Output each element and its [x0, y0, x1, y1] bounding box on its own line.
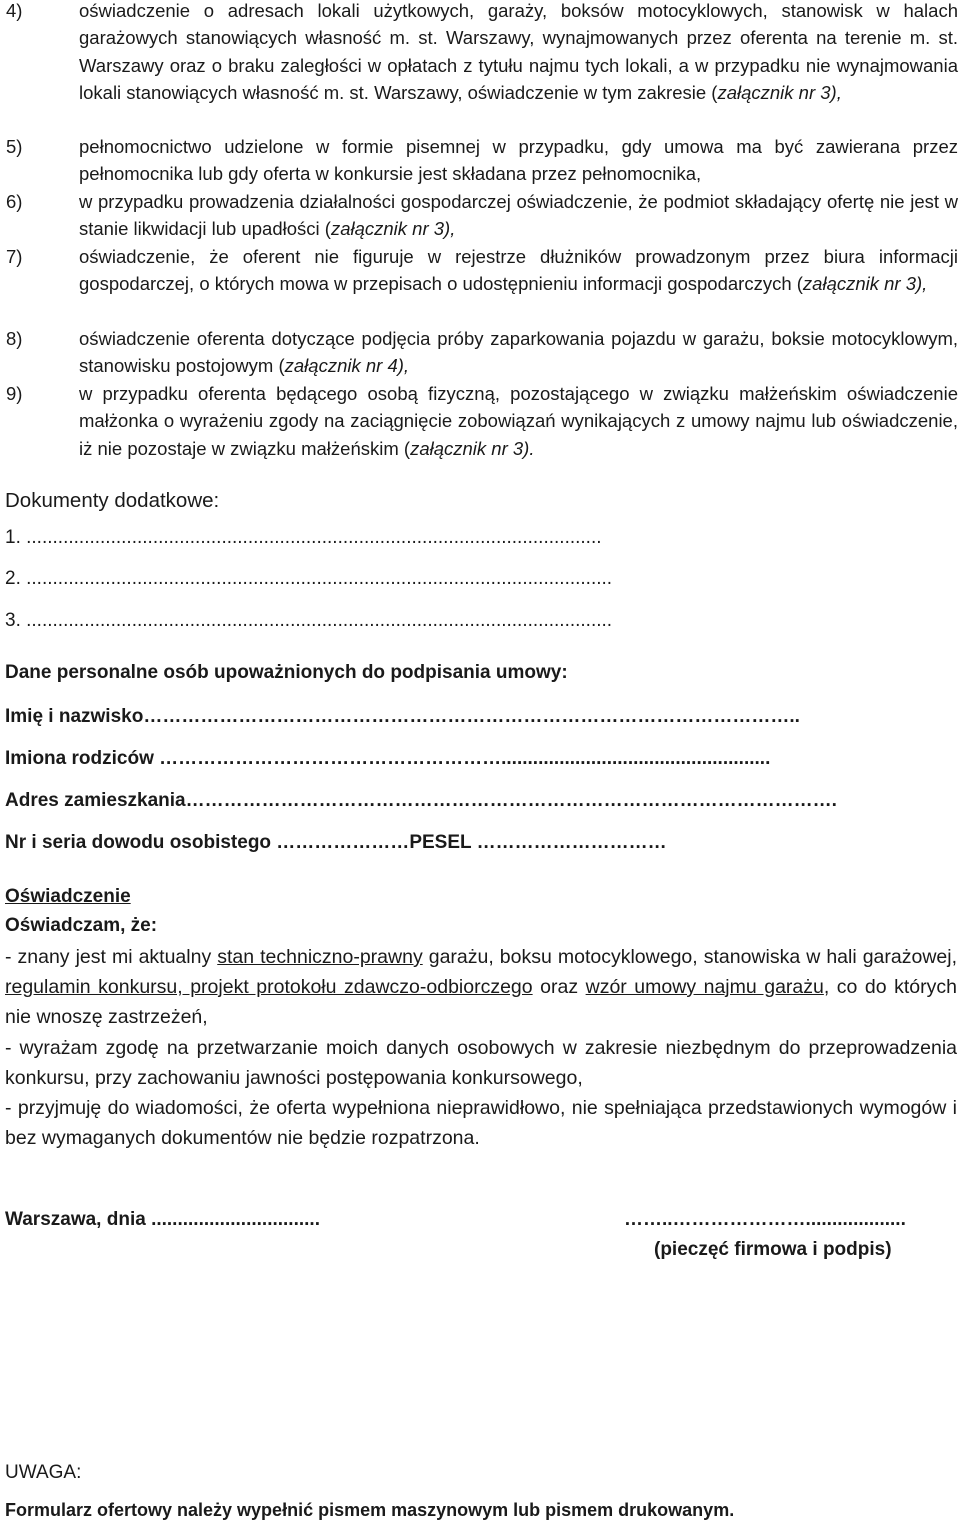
link-technical-state[interactable]: stan techniczno-prawny [217, 946, 423, 968]
extra-doc-line: 1. ............................................................................................................. [5, 527, 602, 548]
id-pesel-field: Nr i seria dowodu osobistego …………………PESEL ………………………… [5, 832, 667, 853]
list-number: 7) [6, 246, 23, 267]
list-item: 5) pełnomocnictwo udzielone w formie pisemnej w przypadku, gdy umowa ma być zawierana przez pełnomocnika lub gdy oferta w konkursie jest składana przez pełnomocnika, [6, 133, 958, 188]
extra-docs-heading: Dokumenty dodatkowe: [5, 489, 220, 512]
list-item: 6) w przypadku prowadzenia działalności gospodarczej oświadczenie, że podmiot składający ofertę nie jest w stanie likwidacji lub upadłości (załącznik nr 3), [6, 188, 958, 243]
list-number: 5) [6, 136, 23, 157]
declaration-paragraph: - znany jest mi aktualny stan techniczno-prawny garażu, boksu motocyklowego, stanowiska w hali garażowej, regulamin konkursu, projekt protokołu zdawczo-odbiorczego oraz wzór umowy najmu garażu, co do których nie wnoszę zastrzeżeń, [5, 946, 957, 1028]
list-item: 8) oświadczenie oferenta dotyczące podjęcia próby zaparkowania pojazdu w garażu, boksie motocyklowym, stanowisku postojowym (załącznik nr 4), [6, 325, 958, 380]
pesel-label: PESEL [409, 832, 472, 853]
place-date: Warszawa, dnia ................................ [5, 1209, 320, 1230]
list-item: 4) oświadczenie o adresach lokali użytkowych, garaży, boksów motocyklowych, stanowisk w halach garażowych stanowiących własność m. st. Warszawy, wynajmowanych przez oferenta na terenie m. st. Warszawy oraz o braku zaległości w opłatach z tytułu najmu tych lokali, a w przypadku nie wynajmowania lokali stanowiących własność m. st. Warszawy, oświadczenie w tym zakresie (załącznik nr 3), [6, 0, 958, 106]
extra-doc-line: 2. ............................................................................................................... [5, 568, 613, 589]
list-number: 6) [6, 191, 23, 212]
name-field: Imię i nazwisko………………………………………………………………………………………….. [5, 706, 800, 727]
link-regulations[interactable]: regulamin konkursu, projekt protokołu zdawczo-odbiorczego [5, 976, 533, 998]
parents-field: Imiona rodziców ………………………………………………................................................... [5, 748, 771, 769]
link-lease-template[interactable]: wzór umowy najmu garażu [585, 976, 824, 998]
declaration-title: Oświadczenie [5, 886, 131, 907]
list-number: 8) [6, 328, 23, 349]
list-item: 9) w przypadku oferenta będącego osobą fizyczną, pozostającego w związku małżeńskim oświadczenie małżonka o wyrażeniu zgody na zaciągnięcie zobowiązań wynikających z umowy najmu lub oświadczenie, iż nie pozostaje w związku małżeńskim (załącznik nr 3). [6, 380, 958, 462]
note-text: Formularz ofertowy należy wypełnić pismem maszynowym lub pismem drukowanym. [5, 1500, 735, 1520]
list-item: 7) oświadczenie, że oferent nie figuruje w rejestrze dłużników prowadzonym przez biura informacji gospodarczej, o których mowa w przepisach o udostępnieniu informacji gospodarczych (załącznik nr 3), [6, 243, 958, 298]
stamp-label: (pieczęć firmowa i podpis) [654, 1239, 892, 1260]
stamp-dots: ……..…………………................... [624, 1209, 906, 1230]
declaration-paragraph: - przyjmuję do wiadomości, że oferta wypełniona nieprawidłowo, nie spełniająca przedstawionych wymogów i bez wymaganych dokumentów nie będzie rozpatrzona. [5, 1097, 957, 1149]
personal-heading: Dane personalne osób upoważnionych do podpisania umowy: [5, 662, 568, 683]
address-field: Adres zamieszkania…………………………………………………………………………………………. [5, 790, 837, 811]
declaration-subtitle: Oświadczam, że: [5, 915, 158, 936]
extra-doc-line: 3. ............................................................................................................... [5, 610, 613, 631]
list-number: 9) [6, 383, 23, 404]
list-number: 4) [6, 0, 23, 21]
declaration-paragraph: - wyrażam zgodę na przetwarzanie moich danych osobowych w zakresie niezbędnym do przeprowadzenia konkursu, przy zachowaniu jawności postępowania konkursowego, [5, 1037, 957, 1089]
note-label: UWAGA: [5, 1462, 82, 1483]
